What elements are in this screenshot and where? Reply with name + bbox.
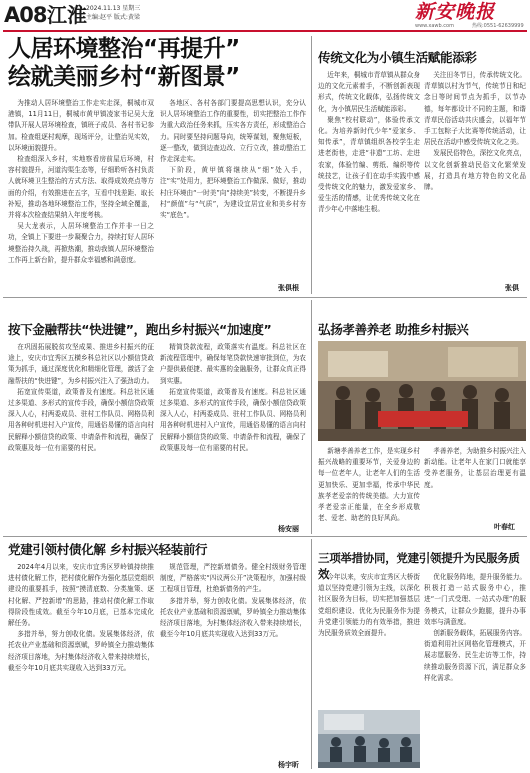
lead-paragraph: 检查组深入乡村，实地察看房前屋后环境，村容村貌提升，河道沟渠生态等，仔细聆听各村负责人就环境卫生整治的方式方法、取得成效亮点等方面的介绍，有效推进在五字，互看中找差距、取长补短，推动各地环境整治工作，坚持全域全覆盖，并将本次检查结果纳入年度考核。	[8, 155, 154, 220]
lead-paragraph: 为推动人居环境整治工作走实走深，桐城市双港镇，11月11日，桐城市黄甲镇凌家书记吴大龙带队开展人居环境检查，镇班子成员、各村书记参加。检查组逐村观摩，现场评分，让整治见实效，以环境面貌提升。	[8, 99, 154, 152]
lead-body-col1	[8, 98, 154, 294]
lead-author: 张俱根	[278, 284, 299, 292]
column-divider	[311, 36, 312, 294]
culture-author: 张俱	[505, 284, 519, 292]
lead-paragraph: 吴大龙表示，人居环境整治工作并非一日之功，全镇上下要进一步凝聚合力，持续打好人居环境整治持久战，再掀热潮，推动我镇人居环境整治工作再上新台阶，提升群众幸福感和满意度。	[8, 222, 154, 264]
finance-body-col1	[8, 342, 154, 522]
lead-paragraph: 下阶段，黄甲镇将继续从“细”处入手，注“实”处用力，把环境整治工作做深、做好，推动村庄环境由“一时美”向“持续美”转变，不断提升乡村“颜值”与“气质”，为建设宜居宜业和美乡村夯实“底色”。	[160, 166, 306, 220]
party-body-col1	[8, 562, 154, 768]
xiaozhuang-paragraph: 孝善养老，为助推乡村振兴注入新动能。让老年人在家门口就能享受养老服务，让基层治理更有温度。	[424, 447, 526, 489]
xiaozhuang-title: 弘扬孝善养老 助推乡村振兴	[318, 322, 469, 337]
party-paragraph: 多措并举，努力创收化债。发展集体经济，依托农业产业基础和资源禀赋，罗岭镇全力推动集体经济项目落地，为村集体经济收入带来持续增长，截至今年10月底共实现收入达到33万元。	[8, 630, 154, 672]
xiaozhuang-body-col2	[424, 446, 526, 520]
party-paragraph: 多措并举，努力创收化债。发展集体经济，依托农业产业基础和资源禀赋，罗岭镇全力推动集体经济项目落地，为村集体经济收入带来持续增长，截至今年10月底共实现收入达到33万元。	[160, 596, 306, 639]
xiaozhuang-photo	[318, 341, 526, 441]
page-name: 江淮	[47, 3, 87, 27]
lead-headline-line1: 人居环境整治“再提升”	[8, 36, 240, 62]
culture-paragraph: 发展民俗特色，深挖文化亮点，以文化创新推动民俗文化繁荣发展，打造具有地方特色的文化品牌。	[424, 149, 526, 192]
xiaozhuang-author: 叶春红	[494, 523, 515, 531]
lead-body-col2	[160, 98, 306, 280]
party-author: 杨宇昕	[278, 761, 299, 769]
party-paragraph: 2024年4月以来，安庆市宜秀区罗岭镇持续推进村债化解工作，把村债化解作为强化基层党组织建设的重要抓手，按照“摸清底数、分类施策、逐村化解、严控新增”的思路，推动村债化解工作取得阶段性成效。截至今年10月底，已基本完成化解任务。	[8, 563, 154, 628]
brand-logo: 新安晚报	[415, 1, 496, 23]
finance-title: 按下金融帮扶“快进键”，跑出乡村振兴“加速度”	[8, 322, 272, 337]
community-service-photo-icon	[318, 710, 420, 768]
masthead	[0, 0, 530, 30]
services-body-col2	[424, 572, 526, 768]
brand-site: www.xawb.com	[415, 23, 454, 29]
xiaozhuang-paragraph: 新塘孝善养老工作，是实现乡村振兴战略的重要环节，关爱身边的每一位老年人，让老年人们的生活更加快乐、更加幸福，传承中华民族孝老爱亲的传统美德。大力宣传孝老爱亲正能量，在全乡形成敬老、爱老、助老的良好风尚。	[318, 447, 420, 523]
services-paragraph: 优化服务阵地，提升服务能力。积极打造一站式服务中心，推进“一门式受理、一站式办理”的服务模式，让群众少跑腿，提升办事效率与满意度。	[424, 573, 526, 626]
section-divider	[3, 297, 527, 298]
culture-paragraph: 聚焦“校村联动”，体验传承文化。为培养新时代少年“爱家乡、知传承”，青草镇组织各校学生走进老街巷，走进“非遗”工坊、走进农家，体验竹编、剪纸、编织等传统技艺，让孩子们在动手实践中感受传统文化的魅力，激发爱家乡、爱生活的情感，让优秀传统文化在青少年心中落地生根。	[318, 115, 420, 214]
section-divider	[3, 536, 527, 537]
hotline: 热线:0551-62639999	[472, 23, 524, 29]
culture-paragraph: 关注田冬节日，传承传统文化。青草镇以村为节气，传统节日和纪念日等时间节点为抓手，以节办德，每年都设计不同的主题，和谐青草民俗活动共庆盛会，以福年节手工包粽子大比赛等传统活动，让居民在活动中感受传统文化之美。	[424, 71, 526, 147]
column-divider	[311, 300, 312, 534]
finance-paragraph: 拓宽宣传渠道，政策普及有速度。科总社区通过多渠道、多形式的宣传手段，确保小额信贷政策深入人心，村两委成员、驻村工作队员、网格员利用各种时机进村入户宣传，用通俗易懂的语言向村民解释小额信贷的政策、申请条件和流程，确保了政策惠及每一位有需要的村民。	[8, 387, 154, 452]
culture-title: 传统文化为小镇生活赋能添彩	[318, 50, 477, 65]
culture-body-col2	[424, 70, 526, 280]
page-number: A08	[4, 3, 47, 27]
services-paragraph: 今年以来，安庆市宜秀区大桥街道以坚持党建引领为主线，以深化社区服务为目标，切实把加强基层党组织建设、优化为民服务作为提升党建引领能力的有效举措，推进为民服务质效全面提升。	[318, 573, 420, 638]
services-body-col1	[318, 572, 420, 706]
xiaozhuang-body-col1	[318, 446, 420, 532]
finance-paragraph: 精简贷款流程，政策落实有温度。科总社区在新流程管理中，确保每笔贷款快速审批到位，为农户提供最便捷、最实惠的金融服务，让群众真正得到实惠。	[160, 343, 306, 385]
party-title: 党建引领村债化解 乡村振兴轻装前行	[8, 542, 208, 557]
finance-paragraph: 拓宽宣传渠道，政策普及有速度。科总社区通过多渠道、多形式的宣传手段，确保小额信贷政策深入人心，村两委成员、驻村工作队员、网格员利用各种时机进村入户宣传，用通俗易懂的语言向村民解释小额信贷的政策、申请条件和流程，确保了政策惠及每一位有需要的村民。	[160, 387, 306, 452]
party-paragraph: 规范管理，严控新增债务。健全村级财务管理制度，严格落实“四议两公开”决策程序，加强村级工程项目管理，杜绝新债务的产生。	[160, 563, 306, 594]
culture-paragraph: 近年来，桐城市青草镇从群众身边的文化元素着手，不断创新表现形式，传统文化载体，弘扬传统文化，为小镇居民生活赋能添彩。	[318, 71, 420, 113]
masthead-rule	[3, 30, 527, 32]
issue-editor: 主编:赵平 版式:黄梁	[86, 14, 140, 21]
finance-body-col2	[160, 342, 306, 522]
elderly-care-photo-icon	[318, 341, 526, 441]
lead-headline-line2: 绘就美丽乡村“新图景”	[8, 64, 240, 90]
services-title: 三项举措协同，党建引领提升为民服务质效	[318, 551, 520, 581]
finance-paragraph: 在巩固拓展脱贫攻坚成果、推进乡村振兴的征途上，安庆市宜秀区五横乡科总社区以小额信贷政策为抓手，通过深度优化和精细化管理，激活了金融帮扶的“快进键”，为乡村振兴注入了强劲动力。	[8, 343, 154, 385]
finance-author: 杨安丽	[278, 525, 299, 533]
culture-body-col1	[318, 70, 420, 280]
party-body-col2	[160, 562, 306, 758]
services-photo	[318, 710, 420, 768]
services-paragraph: 创新服务载体，拓展服务内容。街道利用社区网格化管理模式，开展志愿服务、民生走访等工作，持续推动服务资源下沉，满足群众多样化需求。	[424, 629, 526, 682]
lead-paragraph: 各地区、各村各部门要提高思想认识，充分认识人居环境整治工作的重要性，切实把整治工作作为重大政治任务来抓，压实各方责任，形成整治合力。同时要坚持问题导向，统筹谋划，聚焦短板，逐一整改，做到边查边改、立行立改，推动整治工作走深走实。	[160, 99, 306, 164]
issue-date: 2024.11.13 星期三	[86, 5, 141, 12]
column-divider	[311, 539, 312, 769]
